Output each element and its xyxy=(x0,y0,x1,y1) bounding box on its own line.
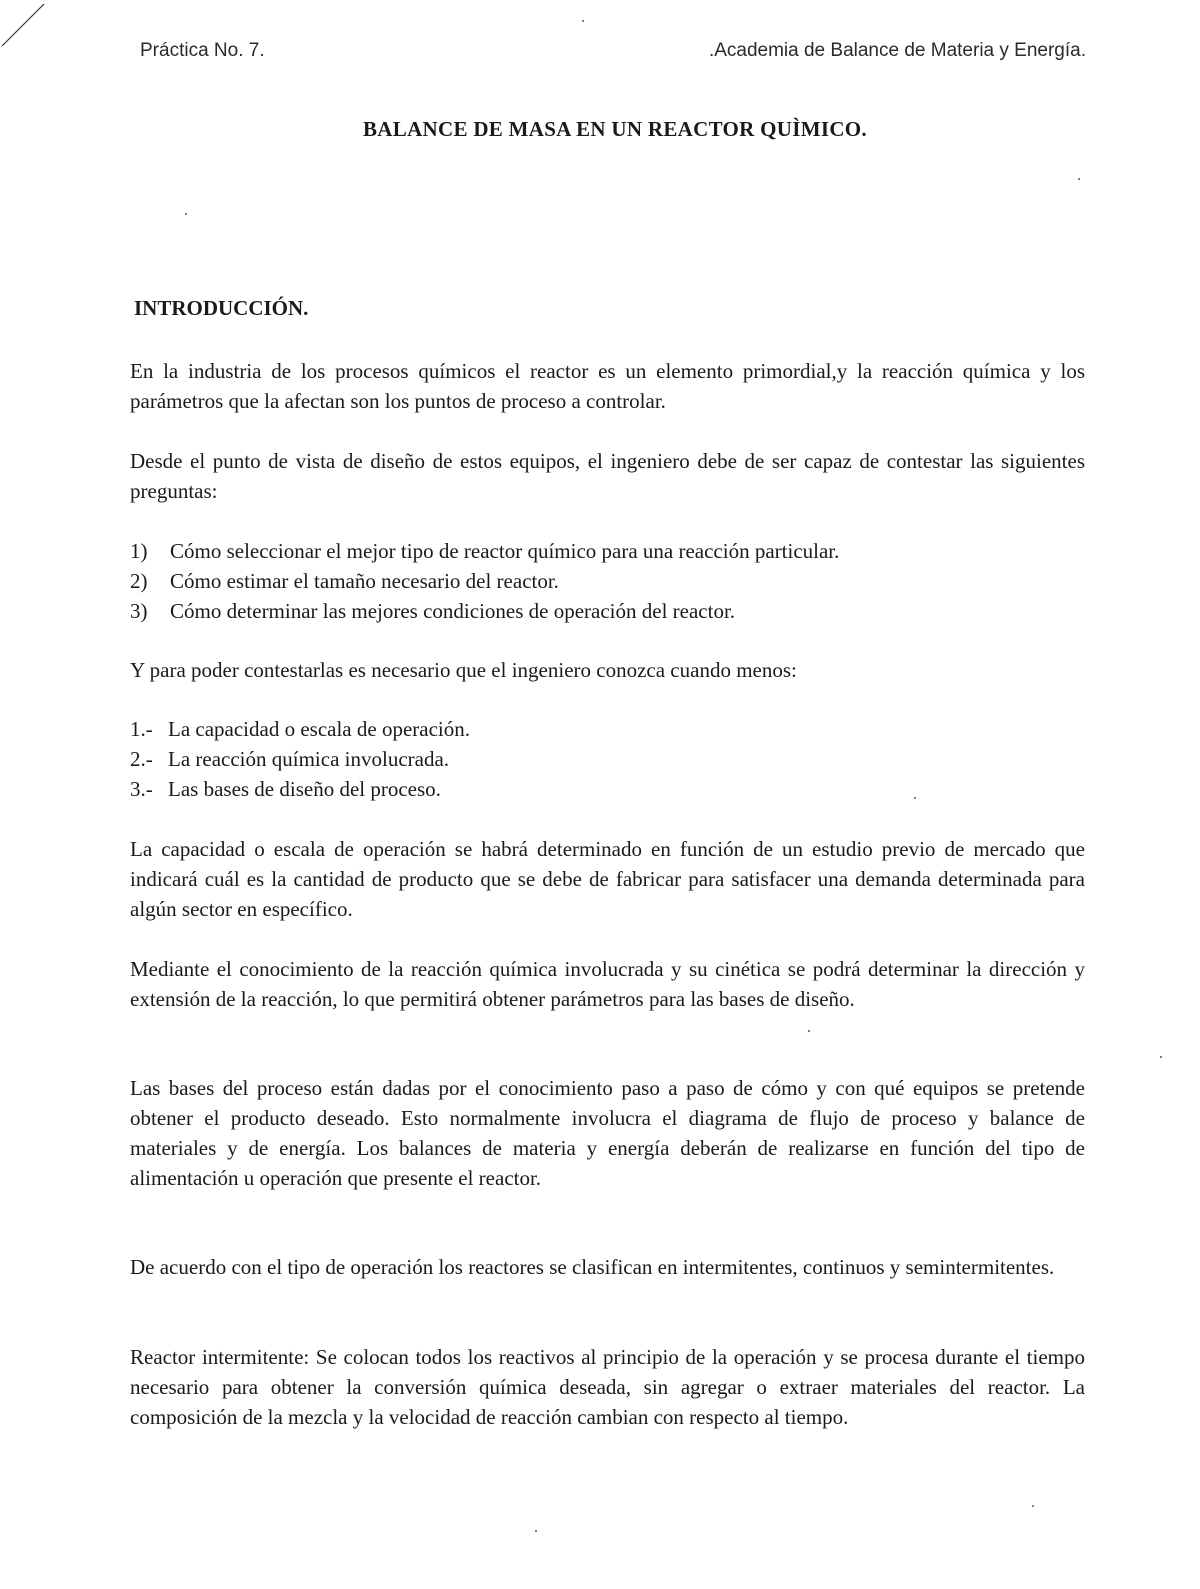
paragraph-7: De acuerdo con el tipo de operación los reactores se clasifican en intermitentes, continuos y semintermitentes. xyxy=(130,1255,1055,1279)
paragraph-4: La capacidad o escala de operación se habrá determinado en función de un estudio previo de mercado que indicará cuál es la cantidad de producto que se debe de fabricar para satisfacer una demanda determinada para algún sector en específico. xyxy=(130,837,1085,921)
list-item-text: La reacción química involucrada. xyxy=(168,747,450,771)
requirements-list xyxy=(130,714,1085,804)
list-item-text: Las bases de diseño del proceso. xyxy=(168,777,441,801)
list-item-number: 2.- xyxy=(130,747,153,771)
scan-speck xyxy=(185,213,187,215)
list-item xyxy=(130,774,1085,804)
list-item xyxy=(130,566,1085,596)
questions-list xyxy=(130,536,1085,626)
section-heading-introduccion: INTRODUCCIÓN. xyxy=(134,296,309,320)
paragraph-3: Y para poder contestarlas es necesario que el ingeniero conozca cuando menos: xyxy=(130,658,797,682)
list-item xyxy=(130,714,1085,744)
scan-speck xyxy=(1160,1056,1162,1058)
list-item-number: 3) xyxy=(130,599,148,623)
list-item xyxy=(130,744,1085,774)
paragraph-1: En la industria de los procesos químicos el reactor es un elemento primordial,y la reacción química y los parámetros que la afectan son los puntos de proceso a controlar. xyxy=(130,359,1085,413)
list-item xyxy=(130,596,1085,626)
document-title: BALANCE DE MASA EN UN REACTOR QUÌMICO. xyxy=(363,117,867,141)
paragraph-2: Desde el punto de vista de diseño de estos equipos, el ingeniero debe de ser capaz de contestar las siguientes preguntas: xyxy=(130,449,1085,503)
scan-pen-mark xyxy=(0,0,50,60)
scan-speck xyxy=(535,1530,537,1532)
list-item-number: 1) xyxy=(130,539,148,563)
list-item-number: 3.- xyxy=(130,777,153,801)
list-item-text: Cómo seleccionar el mejor tipo de reactor químico para una reacción particular. xyxy=(170,539,840,563)
paragraph-5: Mediante el conocimiento de la reacción química involucrada y su cinética se podrá determinar la dirección y extensión de la reacción, lo que permitirá obtener parámetros para las bases de diseño. xyxy=(130,957,1085,1011)
scan-speck xyxy=(1078,178,1080,180)
scan-speck xyxy=(582,20,584,22)
list-item-text: Cómo estimar el tamaño necesario del reactor. xyxy=(170,569,559,593)
list-item-text: Cómo determinar las mejores condiciones de operación del reactor. xyxy=(170,599,736,623)
header-academy: .Academia de Balance de Materia y Energía. xyxy=(708,40,1086,61)
scan-speck xyxy=(1032,1505,1034,1507)
header-practice-number: Práctica No. 7. xyxy=(140,40,265,61)
list-item-text: La capacidad o escala de operación. xyxy=(168,717,470,741)
list-item-number: 2) xyxy=(130,569,148,593)
list-item-number: 1.- xyxy=(130,717,153,741)
paragraph-8: Reactor intermitente: Se colocan todos los reactivos al principio de la operación y se procesa durante el tiempo necesario para obtener la conversión química deseada, sin agregar o extraer materiales del reactor. La composición de la mezcla y la velocidad de reacción cambian con respecto al tiempo. xyxy=(130,1345,1085,1429)
scan-speck xyxy=(808,1030,810,1032)
paragraph-6: Las bases del proceso están dadas por el conocimiento paso a paso de cómo y con qué equipos se pretende obtener el producto deseado. Esto normalmente involucra el diagrama de flujo de proceso y balance de materiales y de energía. Los balances de materia y energía deberán de realizarse en función del tipo de alimentación u operación que presente el reactor. xyxy=(130,1076,1085,1190)
scan-speck xyxy=(914,797,916,799)
list-item xyxy=(130,536,1085,566)
